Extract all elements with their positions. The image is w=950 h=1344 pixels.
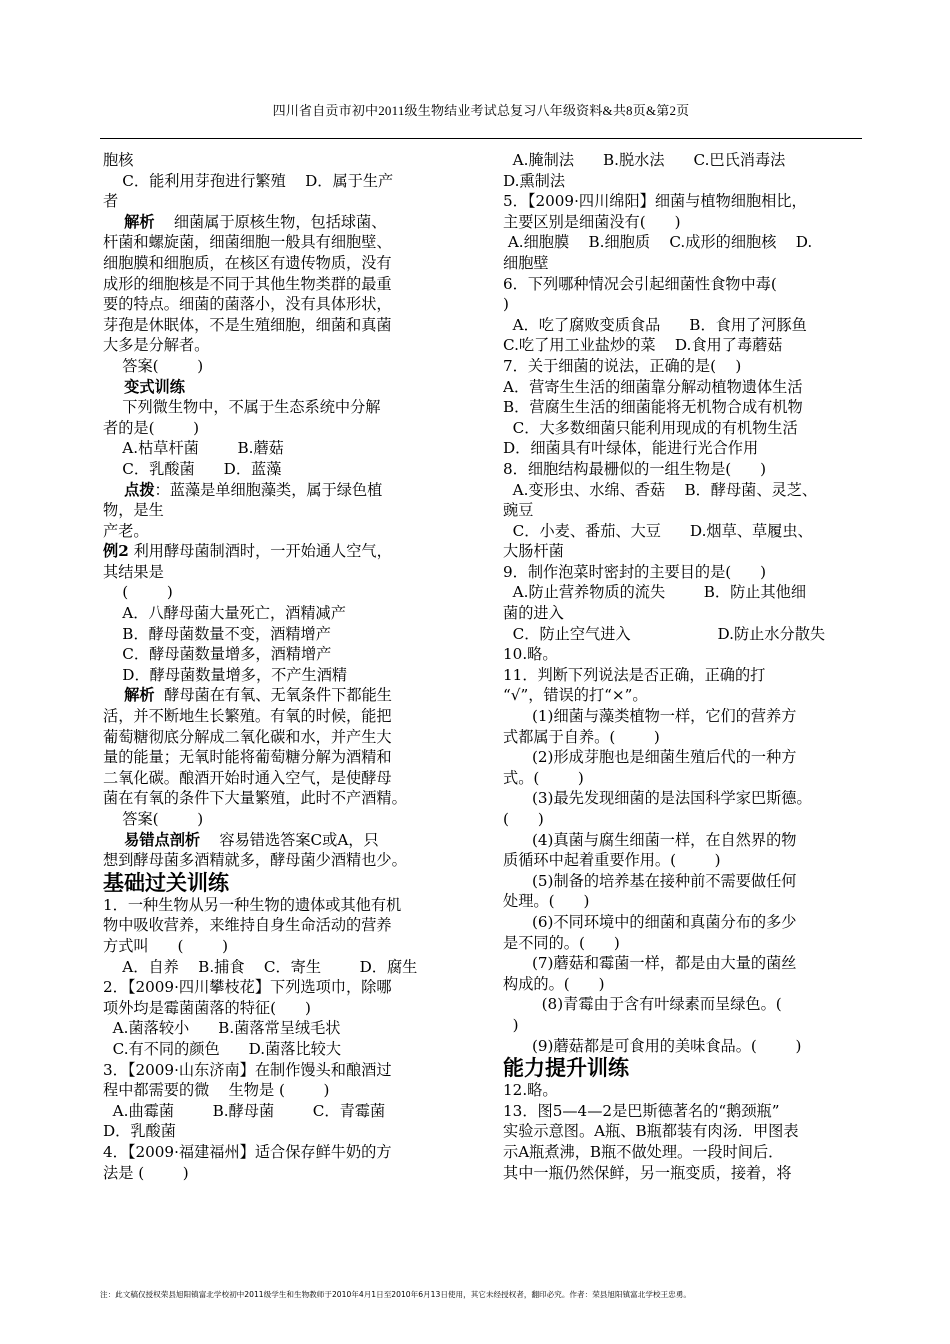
text-line xyxy=(503,1080,865,1101)
line-text: 项外均是霉菌菌落的特征( ) xyxy=(103,998,311,1017)
line-text: ) xyxy=(503,295,509,314)
text-line xyxy=(103,727,463,748)
text-line xyxy=(503,377,865,398)
text-line xyxy=(103,397,463,418)
line-text: 细胞壁 xyxy=(503,253,549,272)
line-text: 要的特点。细菌的菌落小，没有具体形状， xyxy=(103,295,392,314)
line-text: 容易错选答案C或A，只 xyxy=(200,830,379,849)
text-line xyxy=(103,977,463,998)
text-line xyxy=(503,685,865,706)
text-line xyxy=(503,1036,865,1057)
text-line xyxy=(103,1163,463,1184)
text-line xyxy=(503,356,865,377)
text-line xyxy=(503,974,865,995)
line-text: ) xyxy=(503,1015,519,1034)
page-header: 四川省自贡市初中2011级生物结业考试总复习八年级资料&共8页&第2页 xyxy=(272,103,690,118)
line-text: 酵母菌在有氧、无氧条件下都能生 xyxy=(154,686,392,705)
text-line xyxy=(103,377,463,398)
text-line xyxy=(503,994,865,1015)
line-text: 想到酵母菌多酒精就多，酵母菌少酒精也少。 xyxy=(103,851,407,870)
text-line xyxy=(503,480,865,501)
text-line xyxy=(103,232,463,253)
line-text: C．乳酸菌 D．蓝藻 xyxy=(103,459,282,478)
section-heading: 基础过关训练 xyxy=(103,870,229,895)
text-line xyxy=(103,521,463,542)
text-line xyxy=(103,915,463,936)
line-text: 实验示意图。A瓶、B瓶都装有肉汤．甲图表 xyxy=(503,1122,799,1141)
line-text: 胞核 xyxy=(103,151,134,169)
text-line xyxy=(503,727,865,748)
line-text: A.变形虫、水绵、香菇 B．酵母菌、灵芝、 xyxy=(503,480,818,499)
line-text: A．自养 B.捕食 C．寄生 D．腐生 xyxy=(103,957,418,976)
text-line xyxy=(103,644,463,665)
line-text: 物中吸收营养，来维持自身生命活动的营养 xyxy=(103,916,392,935)
text-line xyxy=(103,830,463,851)
text-line xyxy=(503,335,865,356)
text-line xyxy=(503,603,865,624)
line-text: 1．一种生物从另一种生物的遗体或其他有机 xyxy=(103,895,402,914)
line-text: 处理。( ) xyxy=(503,892,590,911)
line-text: 下列微生物中，不属于生态系统中分解 xyxy=(103,398,381,417)
bold-label: 解析 xyxy=(103,686,155,705)
text-line xyxy=(103,1039,463,1060)
line-text: 菌的进入 xyxy=(503,604,564,623)
text-line xyxy=(503,850,865,871)
text-line xyxy=(503,665,865,686)
line-text: (6)不同环境中的细菌和真菌分布的多少 xyxy=(503,912,797,931)
left-column xyxy=(103,150,463,1183)
line-text: 10.略。 xyxy=(503,645,558,664)
line-text: (4)真菌与腐生细菌一样，在自然界的物 xyxy=(503,830,797,849)
line-text: 方式叫 ( ) xyxy=(103,936,229,955)
line-text: A．八酵母菌大量死亡，酒精减产 xyxy=(103,604,346,623)
line-text: A.腌制法 B.脱水法 C.巴氏消毒法 xyxy=(503,151,786,169)
line-text: 示A瓶煮沸，B瓶不做处理。一段时间后． xyxy=(503,1142,784,1161)
line-text: B．营腐生生活的细菌能将无机物合成有机物 xyxy=(503,398,803,417)
line-text: (5)制备的培养基在接种前不需要做任何 xyxy=(503,871,797,890)
line-text: 12.略。 xyxy=(503,1081,558,1100)
text-line xyxy=(103,171,463,192)
bold-label: 变式训练 xyxy=(103,377,185,396)
line-text: 答案( ) xyxy=(103,356,204,375)
line-text: C.有不同的颜色 D.菌落比较大 xyxy=(103,1039,342,1058)
line-text: 式都属于自养。( ) xyxy=(503,727,660,746)
bold-label: 点拨 xyxy=(103,480,155,499)
text-line xyxy=(103,768,463,789)
line-text: 活，并不断地生长繁殖。有氧的时候，能把 xyxy=(103,707,392,726)
line-text: ：蓝藻是单细胞藻类，属于绿色植 xyxy=(154,480,383,499)
text-line xyxy=(503,871,865,892)
line-text: 量的能量；无氧时能将葡萄糖分解为酒精和 xyxy=(103,748,392,767)
text-line xyxy=(503,253,865,274)
line-text: A.菌落较小 B.菌落常呈绒毛状 xyxy=(103,1019,341,1038)
text-line xyxy=(103,1018,463,1039)
line-text: 构成的。( ) xyxy=(503,974,605,993)
line-text: 5．【2009·四川绵阳】细菌与植物细胞相比， xyxy=(503,192,807,211)
line-text: D.熏制法 xyxy=(503,171,566,190)
text-line xyxy=(103,562,463,583)
line-text: 11．判断下列说法是否正确，正确的打 xyxy=(503,665,766,684)
right-column xyxy=(503,150,865,1183)
text-line xyxy=(503,150,865,171)
text-line xyxy=(103,150,463,171)
text-line xyxy=(503,397,865,418)
bold-label: 解析 xyxy=(103,212,155,231)
text-line xyxy=(103,957,463,978)
text-line xyxy=(503,768,865,789)
line-text: 二氧化碳。酿酒开始时通入空气，是使酵母 xyxy=(103,768,392,787)
line-text: 答案( ) xyxy=(103,810,204,828)
text-line xyxy=(503,562,865,583)
line-text: 7．关于细菌的说法，正确的是( ) xyxy=(503,356,742,375)
line-text: 其中一瓶仍然保鲜，另一瓶变质，接着，将 xyxy=(503,1163,792,1182)
line-text: 葡萄糖彻底分解成二氧化碳和水，并产生大 xyxy=(103,727,392,746)
line-text: ( ) xyxy=(503,810,544,828)
text-line xyxy=(503,912,865,933)
line-text: (3)最先发现细菌的是法国科学家巴斯德。 xyxy=(503,789,812,808)
text-line xyxy=(503,418,865,439)
line-text: (2)形成芽胞也是细菌生殖后代的一种方 xyxy=(503,748,797,767)
text-line xyxy=(103,809,463,830)
text-line xyxy=(503,294,865,315)
line-text: 9．制作泡菜时密封的主要目的是( ) xyxy=(503,562,767,581)
text-line xyxy=(103,936,463,957)
text-line xyxy=(503,521,865,542)
line-text: 6．下列哪种情况会引起细菌性食物中毒( xyxy=(503,274,777,293)
text-line xyxy=(103,895,463,916)
line-text: 者的是( ) xyxy=(103,418,200,437)
line-text: 成形的细胞核是不同于其他生物类群的最重 xyxy=(103,274,392,293)
text-line xyxy=(103,294,463,315)
line-text: D．乳酸菌 xyxy=(103,1122,176,1141)
text-line xyxy=(503,274,865,295)
text-line xyxy=(103,315,463,336)
line-text: 4．【2009·福建福州】适合保存鲜牛奶的方 xyxy=(103,1142,392,1161)
text-line xyxy=(503,624,865,645)
text-line xyxy=(503,644,865,665)
line-text: D．细菌具有叶绿体，能进行光合作用 xyxy=(503,439,759,458)
line-text: A．营寄生生活的细菌靠分解动植物遗体生活 xyxy=(503,377,803,396)
bold-label: 易错点剖析 xyxy=(103,830,201,849)
line-text: C．酵母菌数量增多，酒精增产 xyxy=(103,645,332,664)
text-line xyxy=(503,933,865,954)
line-text: (7)蘑菇和霉菌一样，都是由大量的菌丝 xyxy=(503,954,797,973)
text-line xyxy=(503,212,865,233)
line-text: 细胞膜和细胞质，在核区有遗传物质，没有 xyxy=(103,253,392,272)
line-text: 13．图5—4—2是巴斯德著名的“鹅颈瓶” xyxy=(503,1101,780,1120)
text-line xyxy=(503,830,865,851)
text-line xyxy=(103,356,463,377)
text-line xyxy=(503,1163,865,1184)
line-text: 8．细胞结构最栅似的一组生物是( ) xyxy=(503,459,767,478)
text-line xyxy=(503,171,865,192)
text-line xyxy=(503,232,865,253)
text-line xyxy=(503,788,865,809)
text-line xyxy=(503,809,865,830)
text-line xyxy=(503,747,865,768)
text-line xyxy=(103,212,463,233)
line-text: 质循环中起着重要作用。( ) xyxy=(503,851,721,870)
text-line xyxy=(503,1015,865,1036)
text-line xyxy=(503,1121,865,1142)
line-text: 杆菌和螺旋菌，细菌细胞一般具有细胞壁、 xyxy=(103,233,392,252)
text-line xyxy=(503,541,865,562)
line-text: 主要区别是细菌没有( ) xyxy=(503,212,681,231)
text-line xyxy=(103,418,463,439)
text-line xyxy=(503,1142,865,1163)
line-text: A.曲霉菌 B.酵母菌 C．青霉菌 xyxy=(103,1101,386,1120)
section-heading: 能力提升训练 xyxy=(503,1056,629,1081)
text-line xyxy=(103,459,463,480)
line-text: 3．【2009·山东济南】在制作馒头和酿酒过 xyxy=(103,1060,392,1079)
text-line xyxy=(503,706,865,727)
line-text: A.细胞膜 B.细胞质 C.成形的细胞核 D. xyxy=(503,233,813,252)
line-text: C．小麦、番茄、大豆 D.烟草、草履虫、 xyxy=(503,521,813,540)
line-text: (9)蘑菇都是可食用的美味食品。( ) xyxy=(503,1036,802,1055)
line-text: C．能利用芽孢进行繁殖 D．属于生产 xyxy=(103,171,394,190)
text-line xyxy=(103,665,463,686)
text-line xyxy=(103,1080,463,1101)
line-text: (8)青霉由于含有叶绿素而呈绿色。( xyxy=(503,995,782,1014)
line-text: 程中都需要的微 生物是 ( ) xyxy=(103,1081,330,1100)
text-line xyxy=(503,315,865,336)
text-line xyxy=(503,438,865,459)
line-text: 是不同的。( ) xyxy=(503,933,620,952)
line-text: A.枯草杆菌 B.蘑菇 xyxy=(103,439,284,458)
text-line xyxy=(103,603,463,624)
text-line xyxy=(103,850,463,871)
line-text: 菌在有氧的条件下大量繁殖，此时不产酒精。 xyxy=(103,789,407,808)
text-line xyxy=(103,253,463,274)
line-text: C.吃了用工业盐炒的菜 D.食用了毒蘑菇 xyxy=(503,336,783,355)
line-text: (1)细菌与藻类植物一样，它们的营养方 xyxy=(503,707,797,726)
text-line xyxy=(103,998,463,1019)
text-line xyxy=(103,335,463,356)
text-line xyxy=(503,191,865,212)
text-line xyxy=(103,788,463,809)
line-text: 产老。 xyxy=(103,521,149,540)
line-text: 大肠杆菌 xyxy=(503,542,564,561)
line-text: C．防止空气进入 D.防止水分散失 xyxy=(503,624,826,643)
line-text: 2．【2009·四川攀枝花】下列选项巾，除哪 xyxy=(103,978,392,997)
text-line xyxy=(103,706,463,727)
text-line xyxy=(103,1142,463,1163)
text-line xyxy=(103,500,463,521)
text-line xyxy=(503,459,865,480)
text-line xyxy=(103,582,463,603)
text-line xyxy=(503,1101,865,1122)
line-text: 物，是生 xyxy=(103,501,164,520)
header-rule xyxy=(100,138,862,139)
line-text: B．酵母菌数量不变，酒精增产 xyxy=(103,624,331,643)
text-line xyxy=(103,1060,463,1081)
text-line xyxy=(103,274,463,295)
line-text: 芽孢是休眠体，不是生殖细胞，细菌和真菌 xyxy=(103,315,392,334)
line-text: 其结果是 xyxy=(103,562,164,581)
line-text: 豌豆 xyxy=(503,501,534,520)
text-line xyxy=(103,1101,463,1122)
text-line xyxy=(103,1121,463,1142)
page-footer-note: 注：此文稿仅授权荣县旭阳镇富北学校初中2011级学生和生物教师于2010年4月1日至2010年6月13日使用，其它未经授权者，翻印必究。作者：荣县旭阳镇富北学校王忠勇。 xyxy=(100,1290,691,1299)
bold-label: 例2 xyxy=(103,542,129,561)
text-line xyxy=(103,685,463,706)
text-line xyxy=(103,541,463,562)
line-text: “√”，错误的打“×”。 xyxy=(503,686,648,705)
line-text: ( ) xyxy=(103,583,173,602)
text-line xyxy=(103,747,463,768)
text-line xyxy=(103,438,463,459)
line-text: 大多是分解者。 xyxy=(103,336,210,355)
text-line xyxy=(503,500,865,521)
line-text: C．大多数细菌只能利用现成的有机物生活 xyxy=(503,418,798,437)
text-line xyxy=(103,191,463,212)
text-line xyxy=(503,582,865,603)
text-line xyxy=(503,891,865,912)
line-text: A．吃了腐败变质食品 B．食用了河豚鱼 xyxy=(503,315,807,334)
text-line xyxy=(103,480,463,501)
line-text: 法是 ( ) xyxy=(103,1163,189,1182)
line-text: D．酵母菌数量增多，不产生酒精 xyxy=(103,665,348,684)
line-text: 利用酵母菌制酒时，一开始通人空气， xyxy=(128,542,392,561)
line-text: 式。( ) xyxy=(503,768,584,787)
text-line xyxy=(503,953,865,974)
text-line xyxy=(103,624,463,645)
line-text: 细菌属于原核生物，包括球菌、 xyxy=(154,212,387,231)
line-text: A.防止营养物质的流失 B．防止其他细 xyxy=(503,583,807,602)
line-text: 者 xyxy=(103,192,119,211)
